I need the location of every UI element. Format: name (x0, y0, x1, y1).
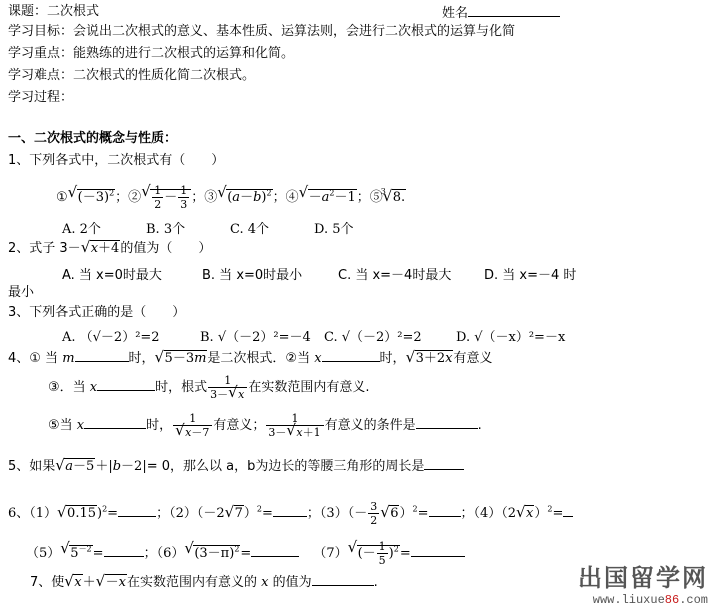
question-3-option-a: A. （√－2）²=2 (62, 330, 160, 345)
question-2-option-b: B. 当 x=0时最小 (202, 268, 303, 283)
course-title: 课题：二次根式 (8, 4, 100, 19)
question-2-stem: 2、式子 3－√ x＋4的值为（ ） (8, 240, 211, 258)
question-3-stem: 3、下列各式正确的是（ ） (8, 305, 186, 320)
question-2-option-c: C. 当 x=－4时最大 (338, 268, 452, 283)
name-blank (468, 3, 560, 17)
question-1-stem: 1、下列各式中，二次根式有（ ） (8, 153, 225, 168)
question-1-option-d: D. 5个 (314, 222, 354, 237)
watermark-title: 出国留学网 (578, 564, 708, 592)
question-4-line-1: 4、① 当 m 时，√ 5－3m是二次根式．②当 x 时，√ 3＋2x有意义 (8, 348, 492, 368)
question-5: 5、如果√ a－5＋|b－2|= 0，那么以 a，b为边长的等腰三角形的周长是 (8, 456, 464, 476)
question-3-option-d: D. √（－x）²=－x (456, 330, 566, 345)
question-7: 7、使√ x＋√ －x在实数范围内有意义的 x 的值为 . (30, 572, 378, 592)
question-4-line-2: ③．当 x 时，根式 $\frac{1}{3-√ x}$ 在实数范围内有意义. (48, 374, 370, 401)
question-1-option-c: C. 4个 (230, 222, 270, 237)
question-2-wrap: 最小 (8, 285, 35, 300)
learning-difficulty: 学习难点：二次根式的性质化简二次根式。 (8, 68, 256, 83)
question-3-option-b: B. √（－2）²=－4 (200, 330, 311, 345)
section-title: 一、二次根式的概念与性质： (8, 131, 178, 146)
watermark (578, 558, 708, 607)
question-6-line-1: 6、（1）√ 0.15)$^2$= ；（2）（－2√ 7）$^2$= ；（3）（－ $\frac{3}{2}$ √ 6）$^2$= ；（4）（2√ x）$^2$= (8, 500, 573, 527)
watermark-url: www.liuxue86.com (592, 593, 708, 607)
learning-goal: 学习目标：会说出二次根式的意义、基本性质、运算法则，会进行二次根式的运算与化简 (8, 24, 516, 39)
question-3-option-c: C. √（－2）²=2 (324, 330, 422, 345)
question-2-option-a: A. 当 x=0时最大 (62, 268, 162, 283)
name-field: 姓名 (442, 3, 560, 23)
question-1-items: ①√ $(-3)^2$；② √ $\frac{1}{2}$ － $\frac{1}{3}$ ；③√ $(a-b)^2$；④√ $-a^2-1$；⑤ √ 3 8. (56, 184, 406, 211)
learning-process: 学习过程： (8, 90, 74, 105)
question-6-line-2: （5）√ $5^{-2}=$ ；（6）√ $(3-\pi)^2= (7)√$ (－ $\frac{1}{5}$ )$^2$= (26, 540, 465, 567)
question-1-option-a: A. 2个 (62, 222, 101, 237)
question-1-option-b: B. 3个 (146, 222, 186, 237)
question-4-line-3: ⑤当 x 时， 1 √ x－7 有意义； $\frac{1}{3-√ x+1}$ 有意义的条件是 . (48, 412, 482, 439)
learning-focus: 学习重点：能熟练的进行二次根式的运算和化简。 (8, 46, 295, 61)
question-2-option-d: D. 当 x=－4 时 (484, 268, 577, 283)
